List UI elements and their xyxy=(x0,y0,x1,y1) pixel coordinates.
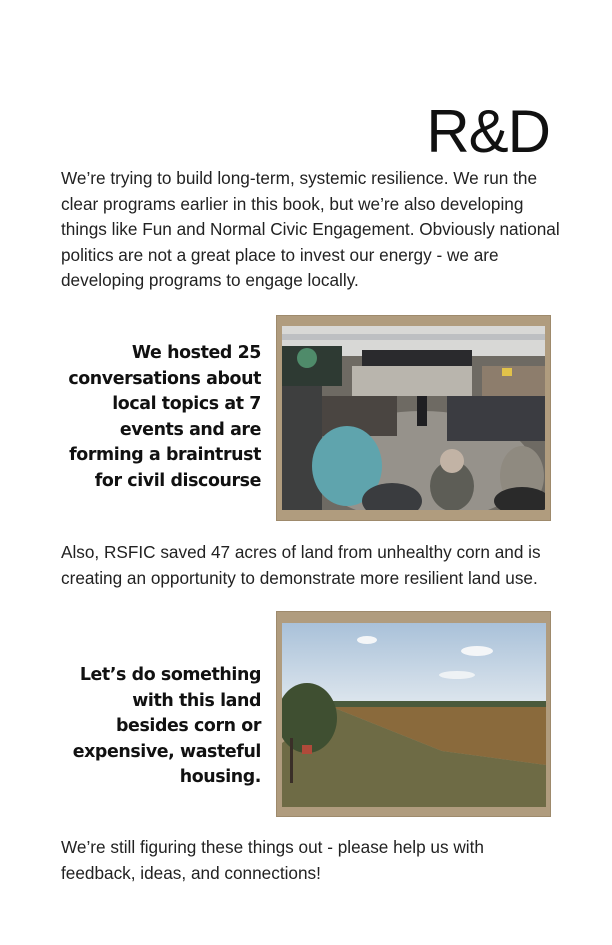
cornfield-land-photo xyxy=(282,623,546,807)
closing-paragraph: We’re still figuring these things out - please help us with feedback, ideas, and connections! xyxy=(61,837,484,883)
callout-conversations: We hosted 25 conversations about local topics at 7 events and are forming a braintrust for civil discourse xyxy=(68,343,261,491)
community-conversation-photo xyxy=(282,326,545,510)
photo-frame-land xyxy=(276,611,551,817)
page-title: R&D xyxy=(426,98,550,166)
land-paragraph: Also, RSFIC saved 47 acres of land from unhealthy corn and is creating an opportunity to demonstrate more resilient land use. xyxy=(61,542,541,588)
callout-land: Let’s do something with this land besides corn or expensive, wasteful housing. xyxy=(72,665,261,787)
intro-paragraph: We’re trying to build long-term, systemic resilience. We run the clear programs earlier in this book, but we’re also developing things like Fun and Normal Civic Engagement. Obviously national politics are not a great place to invest our energy - we are developing programs to engage locally. xyxy=(61,168,560,290)
photo-frame-conversations xyxy=(276,315,551,521)
